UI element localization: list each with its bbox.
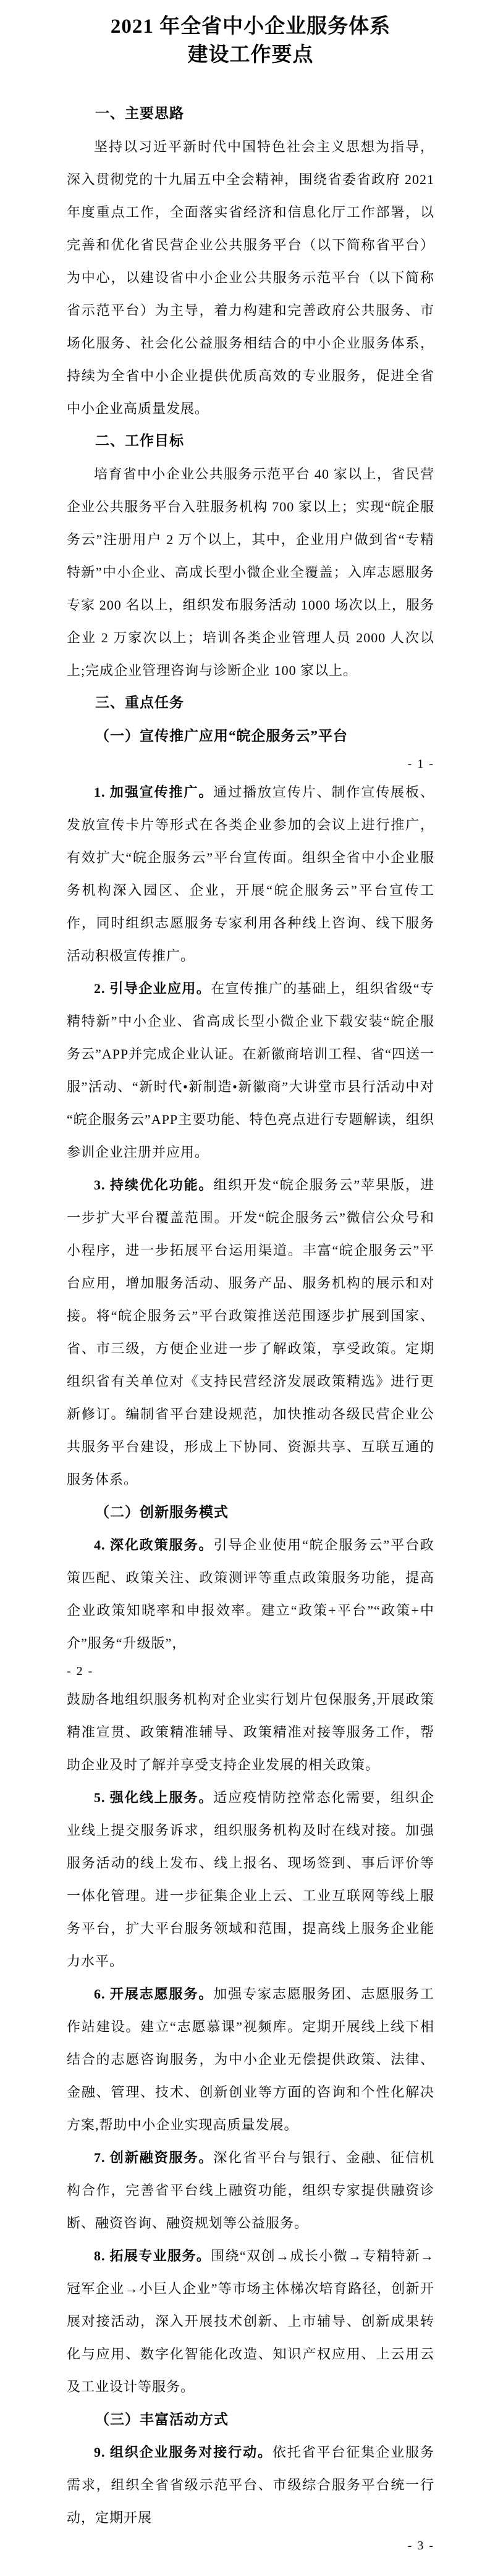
paragraph bbox=[67, 2141, 434, 2239]
paragraph bbox=[67, 458, 434, 687]
paragraph bbox=[67, 776, 434, 972]
paragraph bbox=[67, 1781, 434, 1978]
paragraph-text: 通过播放宣传片、制作宣传展板、发放宣传卡片等形式在各类企业参加的会议上进行推广，有效扩大“皖企服务云”平台宣传面。组织全省中小企业服务机构深入园区、企业，开展“皖企服务云”平台宣传工作，同时组织志愿服务专家利用各种线上咨询、线下服务活动积极宣传推广。 bbox=[67, 784, 434, 963]
subsection-heading: （二）创新服务模式 bbox=[95, 1504, 229, 1520]
paragraph-lead: 3. 持续优化功能。 bbox=[94, 1177, 214, 1193]
paragraph-text: 鼓励各地组织服务机构对企业实行划片包保服务,开展政策精准宣贯、政策精准辅导、政策精准对接等服务工作，帮助企业及时了解并享受支持企业发展的相关政策。 bbox=[67, 1692, 434, 1773]
paragraph-text: 适应疫情防控常态化需要，组织企业线上提交服务诉求，组织服务机构及时在线对接。加强服务活动的线上发布、线上报名、现场签到、事后评价等一体化管理。进一步征集企业上云、工业互联网等线上服务平台，扩大平台服务领域和范围，提高线上服务企业能力水平。 bbox=[67, 1790, 434, 1969]
paragraph-lead: 1. 加强宣传推广。 bbox=[94, 784, 214, 800]
paragraph-lead: 4. 深化政策服务。 bbox=[94, 1537, 214, 1553]
paragraph bbox=[67, 1978, 434, 2141]
document-body bbox=[67, 98, 434, 2557]
subsection-heading: （一）宣传推广应用“皖企服务云”平台 bbox=[95, 728, 348, 744]
paragraph bbox=[67, 130, 434, 425]
paragraph-text: 培育省中小企业公共服务示范平台 40 家以上，省民营企业公共服务平台入驻服务机构 700 家以上；实现“皖企服务云”注册用户 2 万个以上，其中，企业用户做到省“专精特新”中小企业、高成长型小微企业全覆盖；入库志愿服务专家 200 名以上，组织发布服务活动 1000 场次以上，服务企业 2 万家次以上；培训各类企业管理人员 2000 人次以上;完成企业管理咨询与诊断企业 100 家以上。 bbox=[67, 466, 434, 678]
paragraph-lead: 6. 开展志愿服务。 bbox=[94, 1986, 214, 2002]
title-line-2: 建设工作要点 bbox=[187, 44, 314, 66]
document-title bbox=[67, 12, 434, 69]
subsection-heading: （三）丰富活动方式 bbox=[95, 2412, 229, 2427]
section-heading: 三、重点任务 bbox=[95, 695, 184, 711]
title-line-1: 2021 年全省中小企业服务体系 bbox=[110, 15, 391, 38]
page-number: - 3 - bbox=[407, 2539, 434, 2553]
paragraph-lead: 9. 组织企业服务对接行动。 bbox=[94, 2444, 272, 2460]
paragraph-text: 引导企业使用“皖企服务云”平台政策匹配、政策关注、政策测评等重点政策服务功能，提高企业政策知晓率和申报效率。建立“政策+平台”“政策+中介”服务“升级版”， bbox=[67, 1537, 434, 1651]
paragraph bbox=[67, 2436, 434, 2534]
paragraph-text: 坚持以习近平新时代中国特色社会主义思想为指导，深入贯彻党的十九届五中全会精神，围绕省委省政府 2021 年度重点工作，全面落实省经济和信息化厅工作部署，以完善和优化省民营企业公共服务平台（以下简称省平台）为中心，以建设省中小企业公共服务示范平台（以下简称省示范平台）为主导，着力构建和完善政府公共服务、市场化服务、社会化公益服务相结合的中小企业服务体系，持续为全省中小企业提供优质高效的专业服务，促进全省中小企业高质量发展。 bbox=[67, 139, 434, 416]
paragraph-text: 在宣传推广的基础上，组织省级“专精特新”中小企业、省高成长型小微企业下载安装“皖企服务云”APP并完成企业认证。在新徽商培训工程、省“四送一服”活动、“新时代•新制造•新徽商”大讲堂市县行活动中对“皖企服务云”APP主要功能、特色亮点进行专题解读，组织参训企业注册并应用。 bbox=[67, 981, 434, 1160]
paragraph bbox=[67, 1168, 434, 1496]
paragraph-lead: 5. 强化线上服务。 bbox=[94, 1790, 214, 1805]
section-heading: 二、工作目标 bbox=[95, 433, 184, 449]
paragraph-text: 围绕“双创→成长小微→专精特新→冠军企业→小巨人企业”等市场主体梯次培育路径，创新开展对接活动，深入开展技术创新、上市辅导、创新成果转化与应用、数字化智能化改造、知识产权应用、上云用云及工业设计等服务。 bbox=[67, 2248, 434, 2394]
paragraph-lead: 2. 引导企业应用。 bbox=[94, 981, 211, 996]
paragraph bbox=[67, 1683, 434, 1781]
paragraph-text: 加强专家志愿服务团、志愿服务工作站建设。建立“志愿慕课”视频库。定期开展线上线下相结合的志愿咨询服务，为中小企业无偿提供政策、法律、金融、管理、技术、创新创业等方面的咨询和个性化解决方案,帮助中小企业实现高质量发展。 bbox=[67, 1986, 434, 2133]
section-heading: 一、主要思路 bbox=[95, 106, 184, 122]
paragraph bbox=[67, 2239, 434, 2403]
paragraph-lead: 7. 创新融资服务。 bbox=[94, 2150, 214, 2165]
paragraph-text: 组织开发“皖企服务云”苹果版，进一步扩大平台覆盖范围。开发“皖企服务云”微信公众号和小程序，进一步拓展平台运用渠道。丰富“皖企服务云”平台应用，增加服务活动、服务产品、服务机构的展示和对接。将“皖企服务云”平台政策推送范围逐步扩展到国家、省、市三级，方便企业进一步了解政策，享受政策。定期组织省有关单位对《支持民营经济发展政策精选》进行更新修订。编制省平台建设规范，加快推动各级民营企业公共服务平台建设，形成上下协同、资源共享、互联互通的服务体系。 bbox=[67, 1177, 434, 1487]
paragraph-lead: 8. 拓展专业服务。 bbox=[94, 2248, 211, 2263]
page-number: - 1 - bbox=[407, 757, 434, 771]
paragraph-text: 深化省平台与银行、金融、征信机构合作，完善省平台线上融资功能，组织专家提供融资诊断、融资咨询、融资规划等公益服务。 bbox=[67, 2150, 434, 2231]
page-number: - 2 - bbox=[67, 1664, 94, 1678]
paragraph bbox=[67, 1529, 434, 1659]
paragraph bbox=[67, 972, 434, 1168]
paragraph-text: 依托省平台征集企业服务需求，组织全省省级示范平台、市级综合服务平台统一行动，定期开展 bbox=[67, 2444, 434, 2525]
